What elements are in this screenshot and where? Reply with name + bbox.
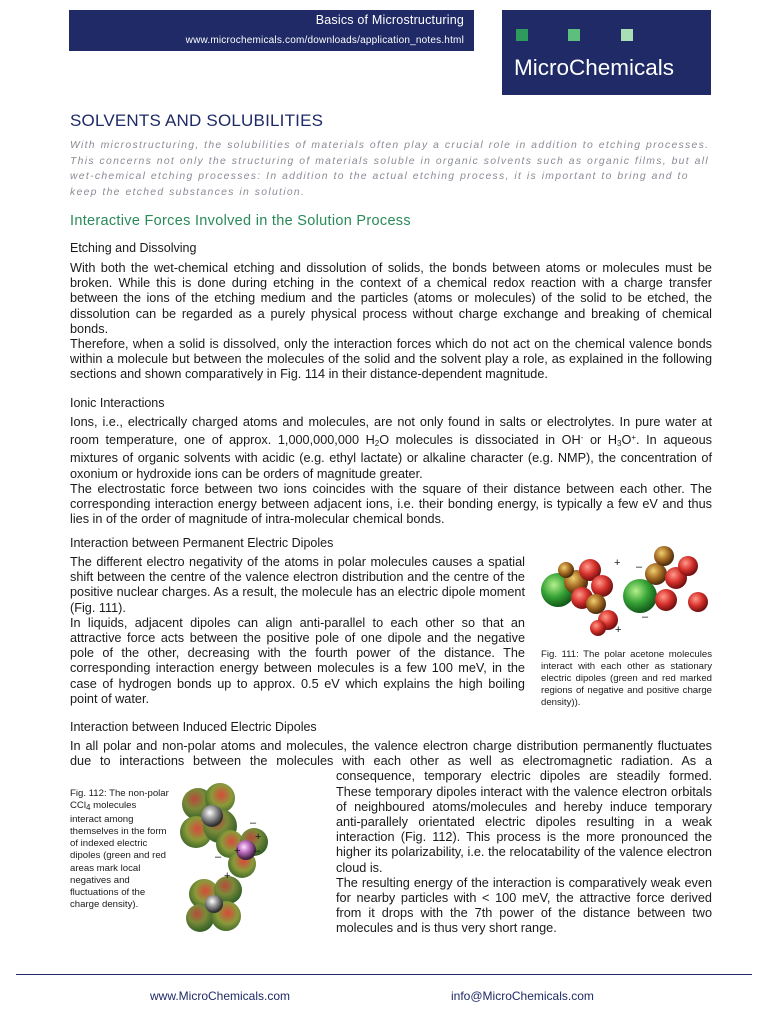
footer-email-link[interactable]: info@MicroChemicals.com (451, 989, 594, 1003)
figure-111-caption: Fig. 111: The polar acetone molecules interact with each other as stationary electric dipoles (green and red marked regions of negative and positive charge density)). (541, 649, 712, 709)
permanent-dipoles-body (70, 555, 525, 707)
etching-heading: Etching and Dissolving (70, 241, 197, 255)
minus-sign: – (250, 817, 257, 829)
logo-square-icon (621, 29, 633, 41)
induced-dipoles-heading: Interaction between Induced Electric Dipoles (70, 720, 317, 734)
plus-sign: + (614, 557, 621, 569)
permanent-dipoles-heading: Interaction between Permanent Electric Dipoles (70, 536, 334, 550)
etching-paragraph-2: Therefore, when a solid is dissolved, only the interaction forces which do not act on the chemical valence bonds within a molecule but between the molecules of the solid and the solvent play a role, as explained in the following sections and shown comparatively in Fig. 114 in their distance-dependent magnitude. (70, 337, 712, 382)
header-bar (69, 10, 474, 51)
logo-text: MicroChemicals (514, 55, 675, 80)
etching-body (70, 261, 712, 383)
permanent-paragraph-2: In liquids, adjacent dipoles can align anti-parallel to each other so that an attractive force acts between the positive pole of one dipole and the negative pole of the other, decreasing with the fourth power of the distance. The corresponding interaction energy between molecules is a few 100 meV, in the case of hydrogen bonds up to approx. 0.5 eV which explains the high boiling point of water. (70, 615, 525, 706)
intro-text: With microstructuring, the solubilities of materials often play a crucial role in addition to etching processes. This concerns not only the structuring of materials soluble in organic solvents such as organic films, but all wet-chemical etching processes: In addition to the actual etching process, it is important to bring and to keep the etched substances in solution. (70, 140, 710, 198)
permanent-paragraph-1: The different electro negativity of the atoms in polar molecules causes a spatial shift between the centre of the valence electron distribution and the centre of the positive nuclear charges. As a result, the molecule has an electric dipole moment (Fig. 111). (70, 555, 525, 615)
page-title: SOLVENTS AND SOLUBILITIES (70, 111, 324, 130)
footer-website-link[interactable]: www.MicroChemicals.com (150, 989, 291, 1003)
minus-sign: – (636, 561, 643, 573)
figure-112-caption: Fig. 112: The non-polar CCl$_4$ molecules interact among themselves in the form of indexed electric dipoles (green and red areas mark local negatives and fluctuations of the charge density). (70, 788, 169, 910)
plus-sign: + (615, 624, 622, 636)
logo (502, 10, 711, 95)
header-url[interactable]: www.microchemicals.com/downloads/application_notes.html (185, 35, 464, 46)
ionic-heading: Ionic Interactions (70, 396, 165, 410)
induced-paragraph-2: The resulting energy of the interaction is comparatively weak even for nearby particles with < 100 meV, the attractive force derived from it drops with the 7th power of the distance between two molecules and is thus very short range. (336, 875, 712, 936)
ionic-body (70, 415, 712, 527)
footer-divider (16, 974, 752, 975)
logo-square-icon (568, 29, 580, 41)
minus-sign: – (254, 845, 261, 857)
ionic-paragraph-1: Ions, i.e., electrically charged atoms and molecules, are not only found in salts or electrolytes. In pure water at room temperature, one of approx. 1,000,000,000 $H_2O$ molecules is dissociated in OH- or $H_3O^+$. In aqueous mixtures of organic solvents with acidic (e.g. ethyl lactate) or alkaline character (e.g. NMP), the concentration of oxonium or hydroxide ions can be orders of magnitude greater. (70, 415, 713, 481)
section-heading: Interactive Forces Involved in the Solution Process (70, 213, 411, 229)
acetone-dipole-figure (538, 540, 714, 640)
dipole-signs (210, 800, 270, 900)
etching-paragraph-1: With both the wet-chemical etching and dissolution of solids, the bonds between atoms or molecules must be broken. While this is done during etching in the context of a chemical redox reaction with a charge transfer between the ions of the etching medium and the particles (atoms or molecules) of the solid to be etched, the dissolution can be regarded as a purely physical process without charge exchange and breaking of chemical bonds. (70, 261, 712, 336)
plus-sign: + (224, 870, 231, 882)
induced-paragraph-1: In all polar and non-polar atoms and molecules, the valence electron charge distribution permanently fluctuates due to interactions between the molecules with each other as well as electromagnetic radiation. As a consequence, temporary electric dipoles are steadily formed. These temporary dipoles interact with the valence electron orbitals of neighboured atoms/molecules and hereby induce temporary anti-parallely orientated electric dipoles resulting in a weak interaction (Fig. 112). This process is the more pronounced the higher its polarizability, i.e. the relocatability of the valence electron cloud is. (70, 739, 712, 875)
minus-sign: – (642, 611, 649, 623)
header-title: Basics of Microstructuring (315, 13, 464, 27)
minus-sign: – (215, 851, 222, 863)
plus-sign: + (234, 845, 241, 857)
ionic-paragraph-2: The electrostatic force between two ions coincides with the square of their distance between each other. The corresponding interaction energy between adjacent ions, i.e. their bonding energy, is typically a few eV and thus lies in of the order of magnitude of intra-molecular chemical bonds. (70, 481, 712, 527)
logo-square-icon (516, 29, 528, 41)
plus-sign: + (255, 831, 262, 843)
